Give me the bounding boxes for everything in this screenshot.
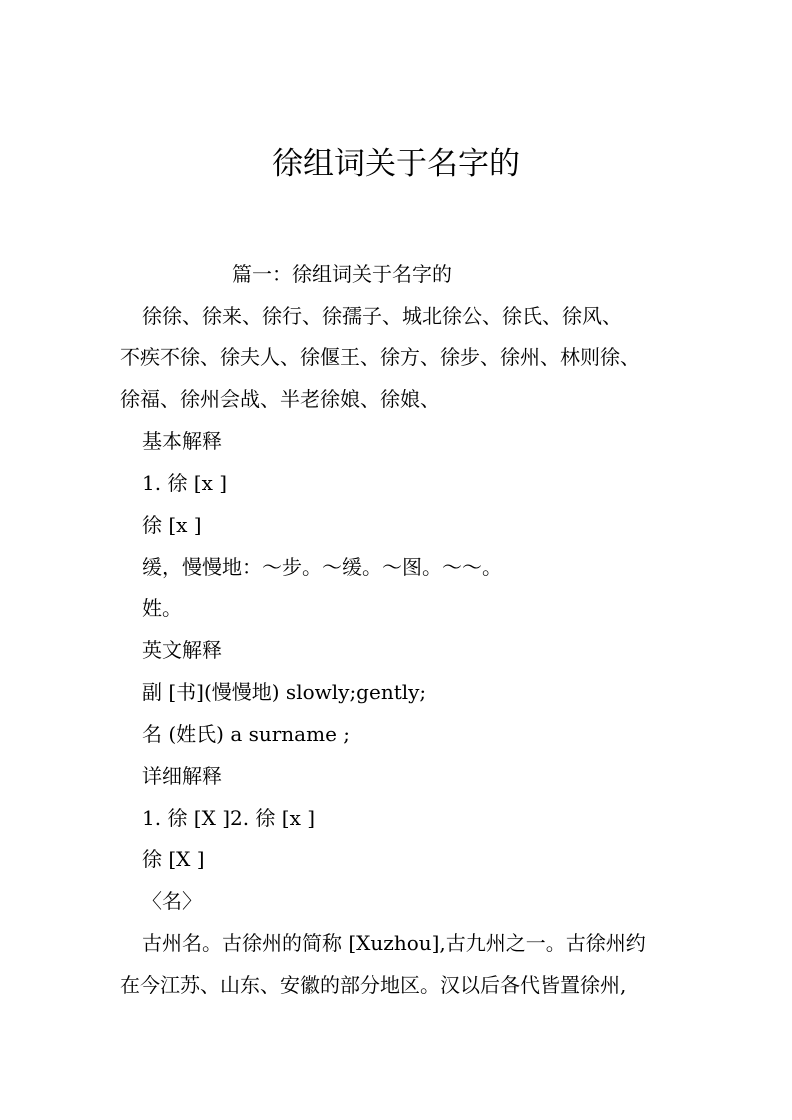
document-title: 徐组词关于名字的	[272, 146, 520, 182]
meaning-line: 缓，慢慢地：～步。～缓。～图。～～。	[142, 555, 502, 579]
paragraph-line-2: 在今江苏、山东、安徽的部分地区。汉以后各代皆置徐州,	[120, 973, 627, 997]
paragraph-line-1: 古州名。古徐州的简称 [Xuzhou],古九州之一。古徐州约	[142, 931, 646, 955]
pronunciation-line: 徐 [x ]	[142, 513, 202, 537]
meaning-line-surname: 姓。	[142, 596, 182, 620]
english-definition-heading: 英文解释	[142, 638, 222, 662]
basic-definition-heading: 基本解释	[142, 429, 222, 453]
part-of-speech-line: 〈名〉	[142, 889, 202, 913]
word-list-line-3: 徐福、徐州会战、半老徐娘、徐娘、	[120, 387, 440, 411]
detailed-entry-line: 1. 徐 [X ]2. 徐 [x ]	[142, 806, 316, 830]
section-heading: 篇一：徐组词关于名字的	[232, 262, 452, 286]
word-list-line-2: 不疾不徐、徐夫人、徐偃王、徐方、徐步、徐州、林则徐、	[120, 345, 640, 369]
english-adverb-line: 副 [书](慢慢地) slowly;gently;	[142, 680, 427, 704]
english-noun-line: 名 (姓氏) a surname ;	[142, 722, 351, 746]
word-list-line-1: 徐徐、徐来、徐行、徐孺子、城北徐公、徐氏、徐风、	[142, 304, 622, 328]
definition-entry: 1. 徐 [x ]	[142, 471, 228, 495]
detailed-pronunciation-line: 徐 [X ]	[142, 847, 205, 871]
detailed-definition-heading: 详细解释	[142, 764, 222, 788]
